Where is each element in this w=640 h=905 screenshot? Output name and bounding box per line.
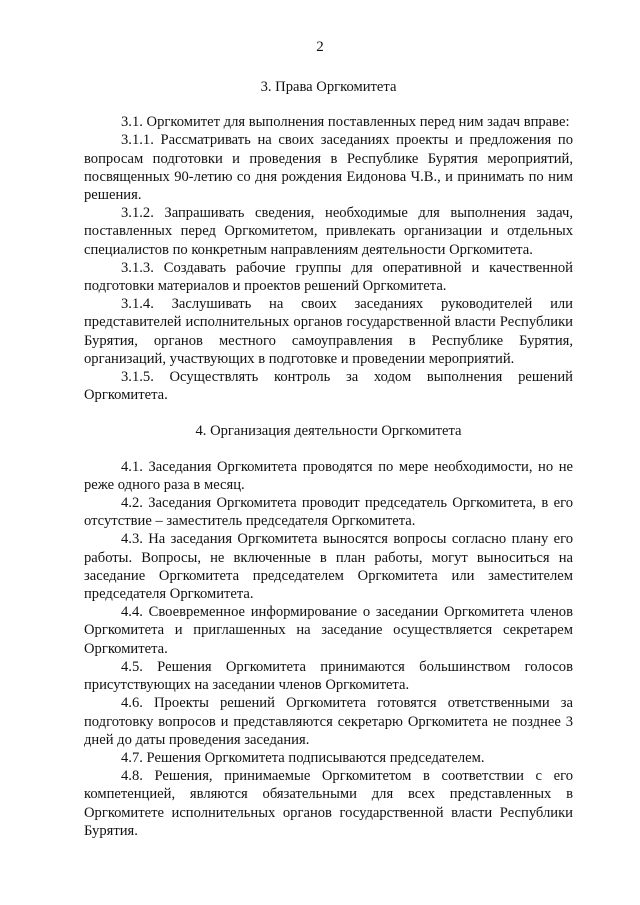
paragraph: 4.8. Решения, принимаемые Оргкомитетом в соответствии с его компетенцией, являются обязательными для всех представленных в Оргкомитете исполнительных органов государственной власти Республики Бурятия. [84,768,573,839]
paragraph: 3.1.2. Запрашивать сведения, необходимые для выполнения задач, поставленных перед Оргкомитетом, привлекать организации и отдельных специалистов по конкретным направлениям деятельности Оргкомитета. [84,205,573,258]
document-body [84,78,573,840]
paragraph: 3.1.1. Рассматривать на своих заседаниях проекты и предложения по вопросам подготовки и проведения в Республике Бурятия мероприятий, посвященных 90-летию со дня рождения Еидонова Ч.В., и принимать по ним решения. [84,132,573,204]
page-number: 2 [316,39,324,55]
paragraph: 3.1.4. Заслушивать на своих заседаниях руководителей или представителей исполнительных органов государственной власти Республики Бурятия, органов местного самоуправления в Республике Бурятия, организаций, участвующих в подготовке и проведении мероприятий. [84,296,573,367]
section-heading: 3. Права Оргкомитета [260,79,397,95]
section-rights [84,78,573,404]
paragraph: 4.4. Своевременное информирование о заседании Оргкомитета членов Оргкомитета и приглашенных на заседание осуществляется секретарем Оргкомитета. [84,604,573,657]
paragraph: 4.3. На заседания Оргкомитета выносятся вопросы согласно плану его работы. Вопросы, не включенные в план работы, могут выноситься на заседание Оргкомитета председателем Оргкомитета или заместителем председателя Оргкомитета. [84,531,573,603]
paragraph: 4.6. Проекты решений Оргкомитета готовятся ответственными за подготовку вопросов и представляются секретарю Оргкомитета не позднее 3 дней до даты проведения заседания. [84,695,573,748]
paragraph: 3.1.3. Создавать рабочие группы для оперативной и качественной подготовки материалов и проектов решений Оргкомитета. [84,259,573,295]
paragraph: 4.2. Заседания Оргкомитета проводит председатель Оргкомитета, в его отсутствие – заместитель председателя Оргкомитета. [84,495,573,530]
section-organization [84,422,573,839]
section-heading: 4. Организация деятельности Оргкомитета [195,423,462,440]
paragraph: 3.1.5. Осуществлять контроль за ходом выполнения решений Оргкомитета. [84,369,573,404]
paragraph: 4.5. Решения Оргкомитета принимаются большинством голосов присутствующих на заседании членов Оргкомитета. [84,658,573,694]
paragraph: 4.7. Решения Оргкомитета подписываются председателем. [121,749,485,766]
paragraph: 3.1. Оргкомитет для выполнения поставленных перед ним задач вправе: [121,114,570,131]
paragraph: 4.1. Заседания Оргкомитета проводятся по мере необходимости, но не реже одного раза в месяц. [84,458,573,493]
